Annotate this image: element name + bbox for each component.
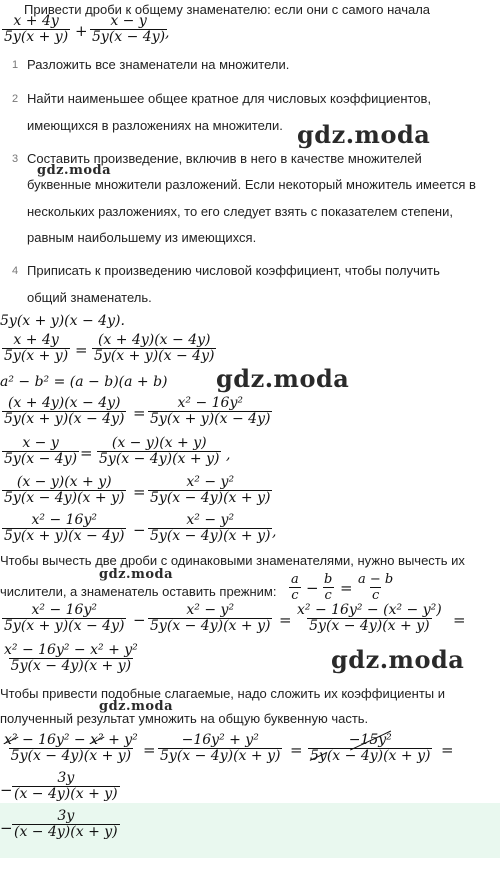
equals-sign: = [453,611,466,629]
equals-sign: = [290,741,303,759]
step-text: имеющихся в разложениях на множители. [27,118,283,133]
fraction: $\frac{\text{x² − 16y² − x² + y²}}{5y(x - 4y)(x + y)}$ [4,642,138,674]
fraction: $\frac{x + 4y}{5y(x + y)}$ [4,332,69,364]
fraction: $\frac{\text{x² − y²}}{5y(x - 4y)(x + y)}$ [150,602,271,634]
equals-sign: = [133,483,146,501]
fraction: $\frac{x + 4y}{5y(x + y)}$ [4,13,69,45]
fraction: $\frac{b}{c}$ [324,572,333,603]
step-text: Разложить все знаменатели на множители. [27,57,290,72]
fraction: $\frac{\text{x² − 16y²}}{5y(x + y)(x - 4y)}$ [4,602,125,634]
minus-sign: − [306,579,319,597]
fraction: $\frac{(x + 4y)(x - 4y)}{5y(x + y)(x - 4y)}$ [4,395,125,427]
equals-sign: = [143,741,156,759]
rule-text: Чтобы привести подобные слагаемые, надо сложить их коэффициенты и [0,686,445,701]
watermark-logo: gdz.moda [37,163,112,178]
fraction: $\frac{\text{x² − 16y² − x² + y²}}{5y(x - 4y)(x + y)}$ [4,732,138,764]
step-number: 3 [12,153,19,165]
step-text: Составить произведение, включив в него в качестве множителей [27,151,422,166]
fraction: $\frac{\text{x² − y²}}{5y(x - 4y)(x + y)}$ [150,512,271,544]
punct: , [226,447,231,463]
fraction: $\frac{(x + 4y)(x - 4y)}{5y(x + y)(x - 4y)}$ [94,332,215,364]
fraction: $\frac{x - y}{5y(x - 4y)}$ [92,13,166,45]
minus-sign: − [0,819,13,837]
step-text: Найти наименьшее общее кратное для числовых коэффициентов, [27,91,432,106]
intro-text: Привести дроби к общему знаменателю: если они с самого начала [24,2,431,17]
watermark-logo: gdz.moda [297,120,431,149]
fraction: $\frac{\text{x² − y²}}{5y(x - 4y)(x + y)}$ [150,474,271,506]
minus-sign: − [133,611,146,629]
fraction: $\frac{x - y}{5y(x - 4y)}$ [4,435,78,467]
fraction: $\frac{(x - y)(x + y)}{5y(x - 4y)(x + y)}$ [99,435,220,467]
equals-sign: = [75,341,88,359]
final-answer: $\frac{3y}{(x - 4y)(x + y)}$ [14,808,118,840]
punct: , [272,524,277,540]
punct: , [165,25,170,41]
fraction: $\frac{a}{c}$ [291,572,299,603]
fraction: $\frac{(x - y)(x + y)}{5y(x - 4y)(x + y)}$ [4,474,125,506]
step-text: нескольких разложениях, то его следует взять с показателем степени, [27,204,453,219]
fraction: $\frac{\text{−16y² + y²}}{5y(x - 4y)(x + y)}$ [160,732,281,764]
formula: a² − b² = (a − b)(a + b) [0,374,168,390]
watermark-logo: gdz.moda [99,699,174,714]
fraction: $\frac{\text{−15y²}}{5y(x - 4y)(x + y)}$ [310,732,431,764]
step-number: 2 [12,93,19,105]
fraction: $\frac{\text{x² − 16y² − (x² − y²)}}{5y(x - 4y)(x + y)}$ [297,602,442,634]
step-text: равным наибольшему из имеющихся. [27,230,257,245]
fraction: $\frac{\text{x² − 16y²}}{5y(x + y)(x - 4y)}$ [150,395,271,427]
fraction: $\frac{\text{x² − 16y²}}{5y(x + y)(x - 4y)}$ [4,512,125,544]
minus-sign: − [133,521,146,539]
step-number: 1 [12,59,19,71]
common-denominator: 5y(x + y)(x − 4y). [0,313,125,329]
fraction: $\frac{3y}{(x - 4y)(x + y)}$ [14,770,118,802]
equals-sign: = [133,404,146,422]
equals-sign: = [441,741,454,759]
rule-text: Чтобы вычесть две дроби с одинаковыми знаменателями, нужно вычесть их [0,553,465,568]
rule-text: полученный результат умножить на общую буквенную часть. [0,711,369,726]
plus-sign: + [75,22,88,40]
step-text: Приписать к произведению числовой коэффициент, чтобы получить [27,263,440,278]
watermark-logo: gdz.moda [331,645,465,674]
rule-text: числители, а знаменатель оставить прежним: [0,584,277,599]
minus-sign: − [0,781,13,799]
watermark-logo: gdz.moda [216,364,350,393]
equals-sign: = [80,444,93,462]
equals-sign: = [279,611,292,629]
watermark-logo: gdz.moda [99,567,174,582]
fraction: $\frac{a - b}{c}$ [358,572,394,603]
step-number: 4 [12,265,19,277]
equals-sign: = [340,579,353,597]
step-text: буквенные множители разложений. Если некоторый множитель имеется в [27,177,476,192]
step-text: общий знаменатель. [27,290,152,305]
